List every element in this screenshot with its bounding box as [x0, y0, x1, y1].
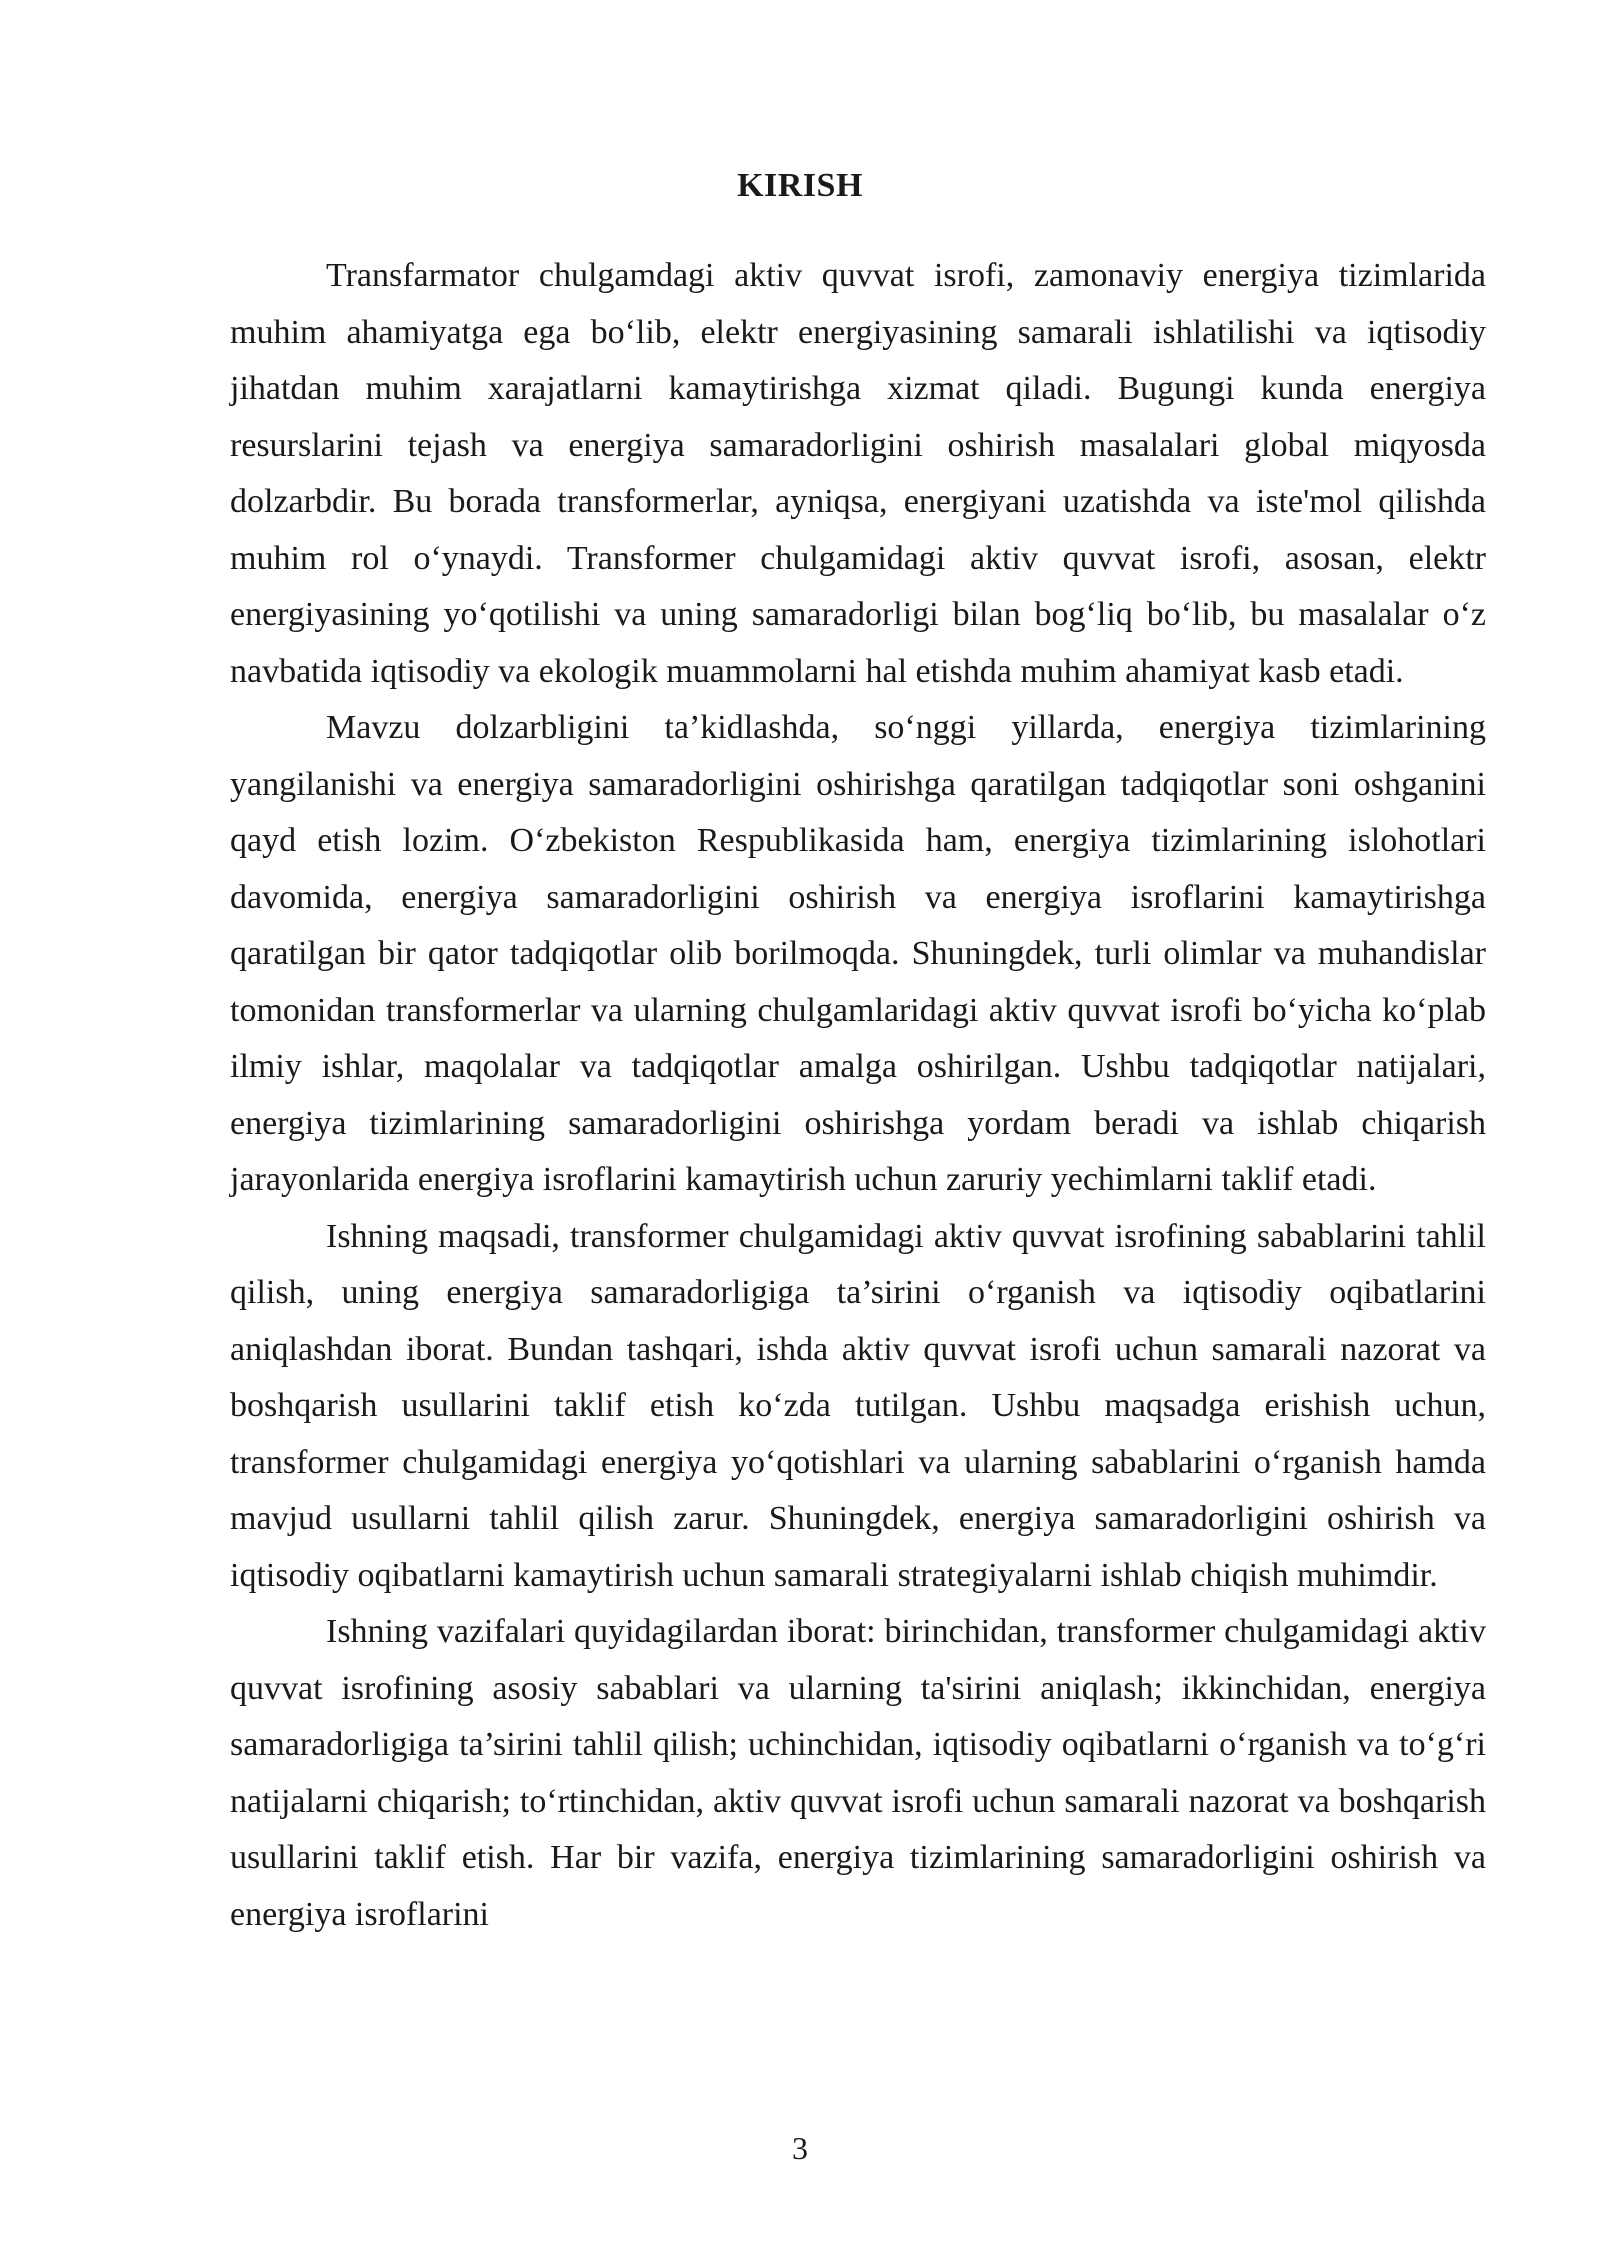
- paragraph-relevance: Mavzu dolzarbligini ta’kidlashda, soʻnggi yillarda, energiya tizimlarining yangilanishi va energiya samaradorligini oshirishga qaratilgan tadqiqotlar soni oshganini qayd etish lozim. Oʻzbekiston Respublikasida ham, energiya tizimlarining islohotlari davomida, energiya samaradorligini oshirish va energiya isroflarini kamaytirishga qaratilgan bir qator tadqiqotlar olib borilmoqda. Shuningdek, turli olimlar va muhandislar tomonidan transformerlar va ularning chulgamlaridagi aktiv quvvat isrofi boʻyicha koʻplab ilmiy ishlar, maqolalar va tadqiqotlar amalga oshirilgan. Ushbu tadqiqotlar natijalari, energiya tizimlarining samaradorligini oshirishga yordam beradi va ishlab chiqarish jarayonlarida energiya isroflarini kamaytirish uchun zaruriy yechimlarni taklif etadi.: [230, 709, 1486, 1198]
- section-title: KIRISH: [737, 167, 863, 204]
- body-text: [230, 248, 1486, 1943]
- paragraph-introduction: Transfarmator chulgamdagi aktiv quvvat isrofi, zamonaviy energiya tizimlarida muhim ahamiyatga ega boʻlib, elektr energiyasining samarali ishlatilishi va iqtisodiy jihatdan muhim xarajatlarni kamaytirishga xizmat qiladi. Bugungi kunda energiya resurslarini tejash va energiya samaradorligini oshirish masalalari global miqyosda dolzarbdir. Bu borada transformerlar, ayniqsa, energiyani uzatishda va iste'mol qilishda muhim rol oʻynaydi. Transformer chulgamidagi aktiv quvvat isrofi, asosan, elektr energiyasining yoʻqotilishi va uning samaradorligi bilan bogʻliq boʻlib, bu masalalar oʻz navbatida iqtisodiy va ekologik muammolarni hal etishda muhim ahamiyat kasb etadi.: [230, 257, 1486, 690]
- paragraph-tasks: Ishning vazifalari quyidagilardan iborat: birinchidan, transformer chulgamidagi aktiv quvvat isrofining asosiy sabablari va ularning ta'sirini aniqlash; ikkinchidan, energiya samaradorligiga ta’sirini tahlil qilish; uchinchidan, iqtisodiy oqibatlarni oʻrganish va toʻgʻri natijalarni chiqarish; toʻrtinchidan, aktiv quvvat isrofi uchun samarali nazorat va boshqarish usullarini taklif etish. Har bir vazifa, energiya tizimlarining samaradorligini oshirish va energiya isroflarini: [230, 1613, 1486, 1933]
- page-number: 3: [792, 2130, 808, 2166]
- paragraph-goal: Ishning maqsadi, transformer chulgamidagi aktiv quvvat isrofining sabablarini tahlil qilish, uning energiya samaradorligiga ta’sirini oʻrganish va iqtisodiy oqibatlarini aniqlashdan iborat. Bundan tashqari, ishda aktiv quvvat isrofi uchun samarali nazorat va boshqarish usullarini taklif etish koʻzda tutilgan. Ushbu maqsadga erishish uchun, transformer chulgamidagi energiya yoʻqotishlari va ularning sabablarini oʻrganish hamda mavjud usullarni tahlil qilish zarur. Shuningdek, energiya samaradorligini oshirish va iqtisodiy oqibatlarni kamaytirish uchun samarali strategiyalarni ishlab chiqish muhimdir.: [230, 1217, 1486, 1594]
